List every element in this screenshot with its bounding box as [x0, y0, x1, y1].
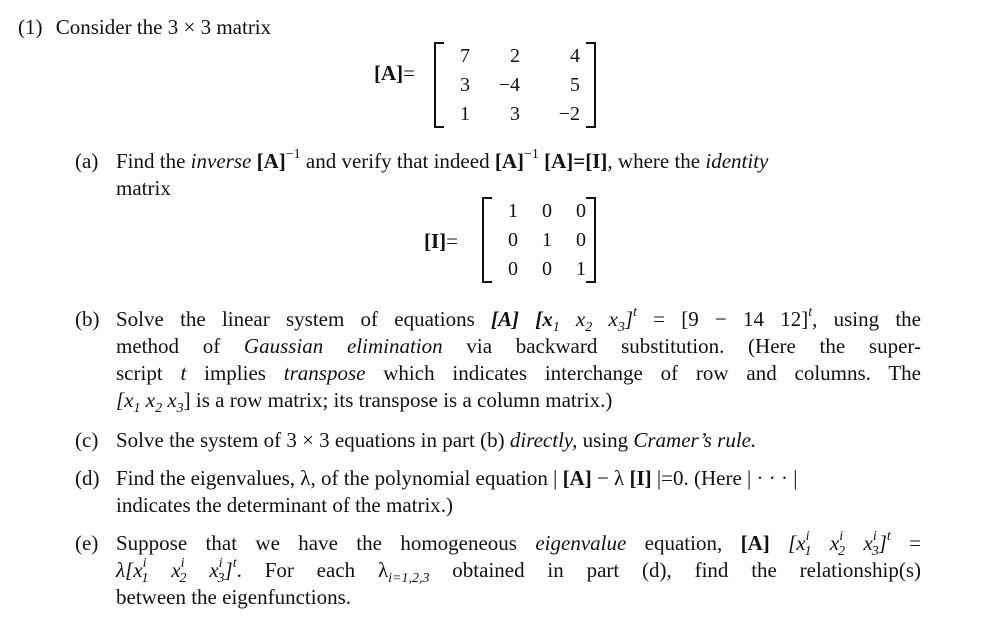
- part-e-text: Suppose that we have the homogeneous eigenvalue equation, [A] [$x^i_1$ $x^i_2$ $x^i_3]^t$ = $\lambda[x^i_1$ $x^i_2$ $x^i_3]^t$. For each $\lambda_{i=1,2,3}$ obtained in part (d), find the relationship(s) between the eigenfunctions.: [116, 529, 922, 609]
- matrix-i-cell: 0: [542, 258, 552, 280]
- part-c-text: Solve the system of 3 × 3 equations in part (b) directly, using Cramer’s rule.: [116, 428, 757, 452]
- problem-intro: Consider the 3 × 3 matrix: [55, 15, 272, 39]
- matrix-i-cell: 0: [576, 200, 586, 222]
- part-e-label: (e): [75, 531, 99, 555]
- matrix-a-cell: 4: [570, 45, 580, 67]
- problem-header: [18, 14, 271, 41]
- matrix-a-cell: 7: [460, 45, 470, 67]
- matrix-a-label: [A]=: [374, 61, 415, 85]
- problem-number: (1): [18, 15, 43, 39]
- matrix-a: [434, 42, 596, 128]
- part-c-label: (c): [75, 428, 99, 452]
- matrix-a-cell: 5: [570, 74, 580, 96]
- matrix-a-cell: 1: [460, 103, 470, 125]
- matrix-i-cell: 0: [576, 229, 586, 251]
- matrix-i-cell: 0: [508, 229, 518, 251]
- matrix-a-cell: 2: [510, 45, 520, 67]
- matrix-i-label: [I]=: [424, 229, 459, 253]
- part-b-text: Solve the linear system of equations [A] [$x_1$ $x_2$ $x_3]^t = [9 - 14$ 12]$^t$, using the method of Gaussian elimination via backward substitution. (Here the super- script t implies transpose which indicates interchange of row and columns. The [$x_1$ $x_2$ $x_3$] is a row matrix; its transpose is a column matrix.): [116, 305, 921, 416]
- matrix-a-cell: 3: [510, 103, 520, 125]
- part-a-text: Find the inverse $[A]^{-1}$ and verify that indeed $[A]^{-1}$ [A]=[I], where the identity matrix: [116, 147, 769, 200]
- matrix-a-cell: −4: [498, 74, 520, 96]
- part-b-label: (b): [75, 307, 100, 331]
- matrix-a-cell: −2: [558, 103, 580, 125]
- matrix-i-cell: 1: [508, 200, 518, 222]
- matrix-i-cell: 0: [542, 200, 552, 222]
- part-a-label: (a): [75, 149, 99, 173]
- part-d-text: Find the eigenvalues, λ, of the polynomial equation | [A] − λ [I] |=0. (Here | · · · | indicates the determinant of the matrix.): [116, 466, 798, 517]
- matrix-i-cell: 0: [508, 258, 518, 280]
- matrix-i-cell: 1: [576, 258, 586, 280]
- part-d-label: (d): [75, 466, 100, 490]
- matrix-i-cell: 1: [542, 229, 552, 251]
- matrix-i: [482, 197, 596, 283]
- matrix-a-cell: 3: [460, 74, 470, 96]
